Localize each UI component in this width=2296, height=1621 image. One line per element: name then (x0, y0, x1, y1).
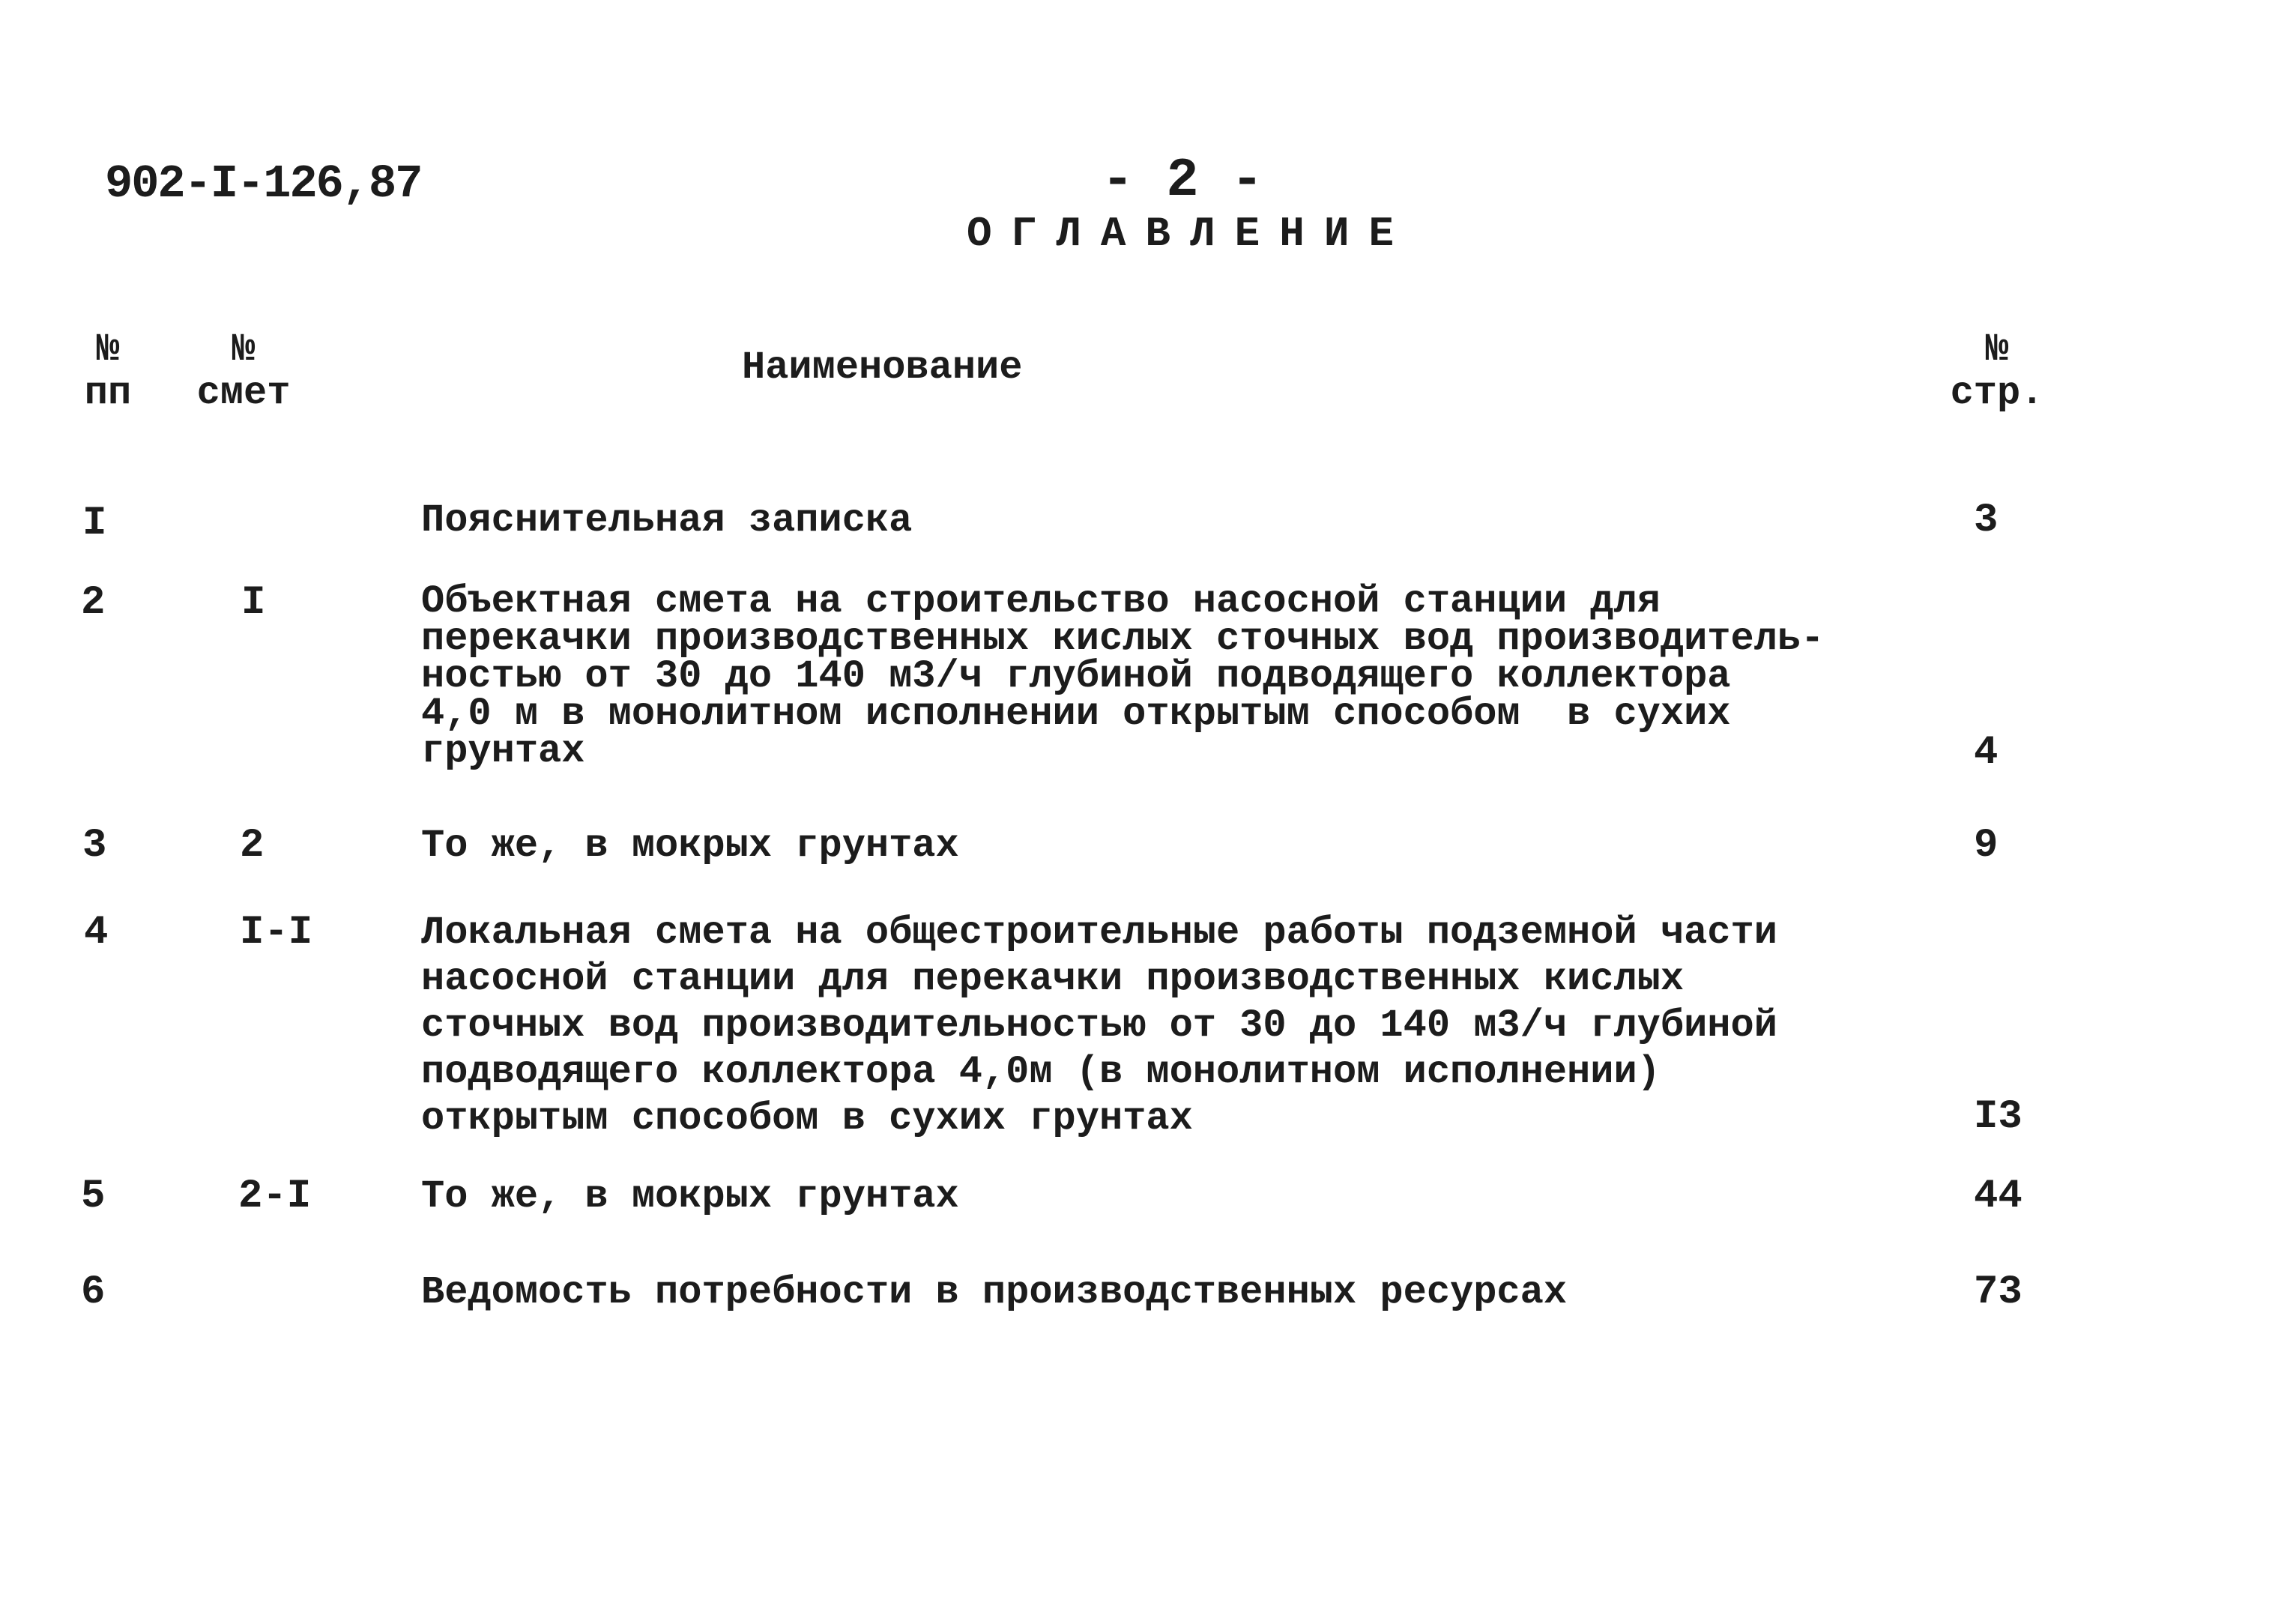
page-number: - 2 - (1102, 150, 1264, 211)
row-estimate: I (241, 580, 266, 626)
row-num: 2 (81, 580, 106, 626)
column-header-num-label: пп (84, 371, 132, 415)
page-title: ОГЛАВЛЕНИЕ (967, 210, 1414, 258)
column-header-page-symbol: № (1985, 327, 2009, 372)
row-name: То же, в мокрых грунтах (421, 1174, 959, 1219)
row-page: I3 (1974, 1094, 2022, 1140)
row-page: 9 (1974, 823, 1999, 869)
row-name: Объектная смета на строительство насосной станции для перекачки производственных кислых сточных вод производитель- ностью от 30 до 140 м3/ч глубиной подводящего коллектора 4,0 м в монолитном исполнении открытым способом в сухих грунтах (421, 579, 1825, 773)
row-name: Ведомость потребности в производственных ресурсах (421, 1270, 1568, 1314)
row-name: Локальная смета на общестроительные работы подземной части насосной станции для перекачки производственных кислых сточных вод производительностью от 30 до 140 м3/ч глубиной подводящего коллектора 4,0м (в монолитном исполнении) открытым способом в сухих грунтах (421, 911, 1777, 1141)
row-num: I (82, 501, 107, 546)
column-header-num (78, 328, 138, 415)
column-header-estimate-label: смет (196, 371, 291, 415)
row-page: 44 (1974, 1174, 2022, 1219)
column-header-page (1941, 328, 2053, 415)
row-num: 3 (82, 823, 107, 869)
column-header-estimate (187, 328, 300, 415)
column-header-estimate-symbol: № (232, 327, 256, 372)
row-page: 3 (1974, 498, 1999, 543)
row-num: 5 (81, 1174, 106, 1219)
row-name: То же, в мокрых грунтах (421, 824, 959, 868)
row-estimate: I-I (240, 910, 313, 956)
row-estimate: 2-I (238, 1174, 312, 1219)
row-num: 4 (84, 910, 109, 956)
column-header-name: Наименование (742, 345, 1023, 390)
document-code: 902-I-126,87 (105, 157, 422, 211)
column-header-page-label: стр. (1950, 371, 2044, 415)
row-name: Пояснительная записка (421, 498, 913, 543)
row-page: 73 (1974, 1270, 2022, 1315)
row-num: 6 (81, 1270, 106, 1315)
column-header-num-symbol: № (96, 327, 120, 372)
row-estimate: 2 (240, 823, 265, 869)
row-page: 4 (1974, 730, 1999, 776)
